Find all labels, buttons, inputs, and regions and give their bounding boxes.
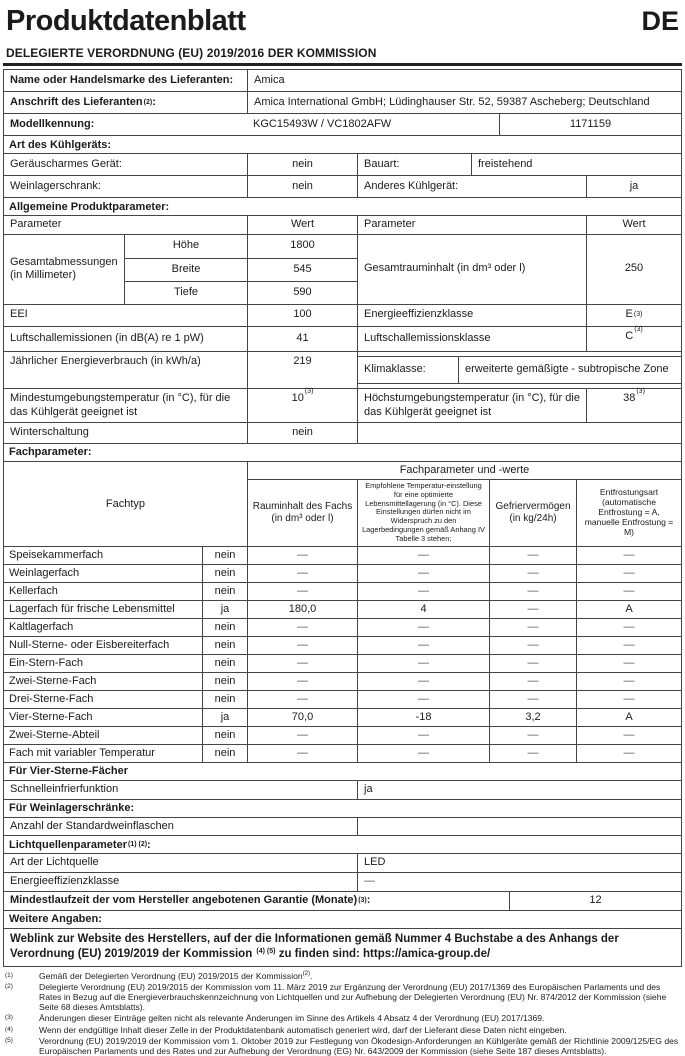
footnote-marker: (1) bbox=[5, 971, 13, 979]
compartment-volume: — bbox=[247, 673, 357, 690]
label: Anzahl der Standardweinflaschen bbox=[10, 819, 174, 832]
footnote-item bbox=[5, 1025, 680, 1035]
col-volume: Rauminhalt des Fachs (in dm³ oder l) bbox=[247, 480, 357, 546]
compartment-temp: — bbox=[357, 745, 489, 762]
model-label: Modellkennung: bbox=[10, 117, 95, 130]
empty-cell bbox=[357, 423, 681, 443]
compartment-name: Drei-Sterne-Fach bbox=[9, 692, 94, 705]
compartment-defrost: — bbox=[576, 637, 681, 654]
compartment-defrost: A bbox=[576, 709, 681, 726]
weblink-row bbox=[4, 929, 681, 967]
compartment-defrost: — bbox=[576, 691, 681, 708]
climate-cell bbox=[357, 352, 681, 388]
label: Mindestumgebungstemperatur (in °C), für die das Kühlgerät geeignet ist bbox=[10, 391, 231, 418]
compartment-present: ja bbox=[202, 709, 247, 726]
footnote-text: Delegierte Verordnung (EU) 2019/2015 der Kommission vom 11. März 2019 zur Ergänzung der Verordnung (EU) 2017/1369 des Europäischen Parlaments und des Rates in Bezug auf die Energieverbrauchskennzeichnung von Lichtquellen und zur Aufhebung der Delegierten Verordnung (EU) Nr. 874/2012 der Kommission (siehe Seite 68 dieses Amtsblatts). bbox=[39, 982, 667, 1013]
compartment-volume: — bbox=[247, 745, 357, 762]
supplier-address-value: Amica International GmbH; Lüdinghauser Str. 52, 59387 Ascheberg; Deutschland bbox=[247, 92, 681, 113]
dim-value: 545 bbox=[247, 258, 357, 281]
compartment-name: Kaltlagerfach bbox=[9, 620, 74, 633]
footnote-text: Wenn der endgültige Inhalt dieser Zelle in der Produktdatenbank automatisch generiert wird, darf der Lieferant diese Daten nicht eingeben. bbox=[39, 1024, 567, 1035]
guarantee-row bbox=[4, 892, 681, 911]
weblink-url: https://amica-group.de/ bbox=[363, 948, 491, 961]
compartment-present: nein bbox=[202, 745, 247, 762]
weblink-text: Weblink zur Website des Herstellers, auf der die Informationen gemäß Nummer 4 Buchstabe a des Anhangs der Verordnung (EU) 2019/2019 der Kommission bbox=[10, 932, 619, 961]
page-title: Produktdatenblatt bbox=[6, 5, 246, 37]
compartment-defrost: — bbox=[576, 673, 681, 690]
compartment-present: nein bbox=[202, 547, 247, 564]
dim-name: Tiefe bbox=[124, 281, 247, 304]
model-row bbox=[4, 114, 681, 136]
compartment-name: Zwei-Sterne-Fach bbox=[9, 674, 97, 687]
climate-label: Klimaklasse: bbox=[364, 362, 426, 375]
value: 38 (3) bbox=[586, 389, 681, 422]
compartment-freeze: 3,2 bbox=[489, 709, 576, 726]
compartment-freeze: — bbox=[489, 583, 576, 600]
volume-label: Gesamtrauminhalt (in dm³ oder l) bbox=[357, 235, 586, 304]
dim-name: Breite bbox=[124, 258, 247, 281]
label: Energieeffizienzklasse bbox=[357, 305, 586, 326]
light-class-row bbox=[4, 873, 681, 892]
footnote-text: Änderungen dieser Einträge gelten nicht als relevante Änderungen im Sinne des Artikels 4 Absatz 4 der Verordnung (EU) 2017/1369. bbox=[39, 1013, 545, 1024]
noise-row bbox=[4, 327, 681, 352]
value: — bbox=[357, 873, 681, 891]
compartment-present: nein bbox=[202, 727, 247, 744]
compartment-name: Zwei-Sterne-Abteil bbox=[9, 728, 100, 741]
compartment-present: nein bbox=[202, 583, 247, 600]
value: nein bbox=[247, 423, 357, 443]
compartment-defrost: — bbox=[576, 565, 681, 582]
value: ja bbox=[586, 176, 681, 197]
compartment-volume: — bbox=[247, 691, 357, 708]
compartment-name: Speisekammerfach bbox=[9, 548, 104, 561]
supplier-name-row bbox=[4, 70, 681, 92]
supplier-address-label: Anschrift des Lieferanten (2) : bbox=[10, 95, 156, 108]
general-header-row bbox=[4, 216, 681, 235]
compartment-defrost: — bbox=[576, 727, 681, 744]
value: 10 (3) bbox=[247, 389, 357, 422]
footnote-marker: (5) bbox=[5, 1036, 13, 1044]
label: Winterschaltung bbox=[10, 425, 89, 438]
footnote-marker: (2) bbox=[5, 983, 13, 991]
weblink-text-2: zu finden sind: bbox=[278, 948, 360, 961]
compartment-present: nein bbox=[202, 673, 247, 690]
label: Jährlicher Energieverbrauch (in kWh/a) bbox=[10, 354, 201, 367]
group-header: Fachparameter und -werte bbox=[247, 462, 681, 480]
value: ja bbox=[357, 781, 681, 799]
compartment-present: nein bbox=[202, 619, 247, 636]
volume-value: 250 bbox=[586, 235, 681, 304]
datasheet-table bbox=[3, 69, 682, 967]
col-parameter: Parameter bbox=[10, 218, 62, 230]
compartment-temp: -18 bbox=[357, 709, 489, 726]
compartment-temp: — bbox=[357, 547, 489, 564]
compartment-name: Fach mit variabler Temperatur bbox=[9, 746, 155, 759]
col-wert: Wert bbox=[586, 216, 681, 234]
compartment-temp: — bbox=[357, 565, 489, 582]
regulation-subtitle: DELEGIERTE VERORDNUNG (EU) 2019/2016 DER KOMMISSION bbox=[3, 46, 682, 66]
compartment-defrost: — bbox=[576, 619, 681, 636]
winter-row bbox=[4, 423, 681, 444]
value: E (3) bbox=[586, 305, 681, 326]
compartment-volume: — bbox=[247, 655, 357, 672]
supplier-name-label: Name oder Handelsmarke des Lieferanten: bbox=[10, 73, 234, 86]
footnote-marker: (3) bbox=[5, 1014, 13, 1022]
compartment-temp: — bbox=[357, 691, 489, 708]
compartment-row bbox=[4, 583, 681, 601]
supplier-name-value: Amica bbox=[247, 70, 681, 91]
climate-value: erweiterte gemäßigte - subtropische Zone bbox=[458, 357, 681, 383]
label: Luftschallemissionen (in dB(A) re 1 pW) bbox=[10, 331, 204, 344]
compartment-volume: 180,0 bbox=[247, 601, 357, 618]
compartment-present: nein bbox=[202, 565, 247, 582]
compartment-defrost: — bbox=[576, 655, 681, 672]
col-defrost: Entfrostungsart (automatische Entfrostung = A, manuelle Entfrostung = M) bbox=[576, 480, 681, 546]
col-parameter: Parameter bbox=[357, 216, 586, 234]
label: Luftschallemissionsklasse bbox=[357, 327, 586, 351]
compartment-freeze: — bbox=[489, 565, 576, 582]
language-badge: DE bbox=[641, 6, 679, 36]
compartment-freeze: — bbox=[489, 655, 576, 672]
compartment-defrost: — bbox=[576, 745, 681, 762]
footnote-marker: (4) bbox=[5, 1025, 13, 1033]
label: Geräuscharmes Gerät: bbox=[10, 157, 122, 170]
guarantee-label: Mindestlaufzeit der vom Hersteller angebotenen Garantie (Monate) (3) : bbox=[10, 894, 371, 906]
compartment-present: nein bbox=[202, 655, 247, 672]
compartment-temp: — bbox=[357, 655, 489, 672]
section-more-heading: Weitere Angaben: bbox=[4, 911, 681, 929]
col-temperature: Empfohlene Temperatur-einstellung für eine optimierte Lebensmittellagerung (in °C). Diese Einstellungen dürfen nicht im Widerspruch zu den Lagerbedingungen gemäß Anhang IV Tabelle 3 stehen; bbox=[357, 480, 489, 546]
dim-name: Höhe bbox=[124, 235, 247, 258]
compartment-present: ja bbox=[202, 601, 247, 618]
footnote-ref: (4) (5) bbox=[256, 947, 276, 955]
compartment-freeze: — bbox=[489, 619, 576, 636]
supplier-address-row bbox=[4, 92, 681, 114]
compartment-row bbox=[4, 673, 681, 691]
compartment-name: Kellerfach bbox=[9, 584, 58, 597]
section-general-heading: Allgemeine Produktparameter: bbox=[4, 198, 681, 216]
footnote-item bbox=[5, 982, 680, 1012]
compartment-volume: — bbox=[247, 619, 357, 636]
compartment-name: Vier-Sterne-Fach bbox=[9, 710, 93, 723]
value: nein bbox=[247, 176, 357, 197]
footnote-ref: (2) bbox=[302, 971, 311, 978]
compartment-freeze: — bbox=[489, 547, 576, 564]
energy-row bbox=[4, 352, 681, 389]
section-type-heading: Art des Kühlgeräts: bbox=[4, 136, 681, 154]
compartment-rows bbox=[4, 547, 681, 763]
section-fourstar-heading: Für Vier-Sterne-Fächer bbox=[4, 763, 681, 781]
compartment-row bbox=[4, 727, 681, 745]
value: freistehend bbox=[471, 154, 681, 175]
wine-bottles-row bbox=[4, 818, 681, 837]
value: 100 bbox=[247, 305, 357, 326]
compartment-name: Ein-Stern-Fach bbox=[9, 656, 83, 669]
value: 41 bbox=[247, 327, 357, 351]
dimensions-label: Gesamtabmessungen (in Millimeter) bbox=[10, 255, 118, 282]
header bbox=[3, 6, 682, 46]
footnote-item bbox=[5, 971, 680, 981]
model-value: KGC15493W / VC1802AFW bbox=[253, 117, 392, 130]
compartment-volume: — bbox=[247, 583, 357, 600]
section-wine-heading: Für Weinlagerschränke: bbox=[4, 800, 681, 818]
compartment-row bbox=[4, 619, 681, 637]
section-compartments-heading: Fachparameter: bbox=[4, 444, 681, 462]
footnote-item bbox=[5, 1013, 680, 1023]
label: Bauart: bbox=[357, 154, 471, 175]
compartment-freeze: — bbox=[489, 691, 576, 708]
fastfreeze-row bbox=[4, 781, 681, 800]
compartment-temp: — bbox=[357, 619, 489, 636]
compartment-row bbox=[4, 547, 681, 565]
compartment-freeze: — bbox=[489, 727, 576, 744]
label: Höchstumgebungstemperatur (in °C), für die das Kühlgerät geeignet ist bbox=[357, 389, 586, 422]
footnotes bbox=[3, 967, 682, 1056]
compartment-temp: — bbox=[357, 673, 489, 690]
label: Anderes Kühlgerät: bbox=[357, 176, 586, 197]
value bbox=[357, 818, 681, 836]
type-row-2 bbox=[4, 176, 681, 198]
value: LED bbox=[357, 854, 681, 872]
light-type-row bbox=[4, 854, 681, 873]
label: Art der Lichtquelle bbox=[10, 856, 99, 869]
section-light-heading: Lichtquellenparameter (1) (2) : bbox=[4, 836, 681, 854]
model-identifier: 1171159 bbox=[499, 114, 681, 135]
compartment-temp: 4 bbox=[357, 601, 489, 618]
value: C (3) bbox=[586, 327, 681, 351]
compartment-row bbox=[4, 655, 681, 673]
label: Weinlagerschrank: bbox=[10, 179, 101, 192]
compartment-freeze: — bbox=[489, 745, 576, 762]
compartment-present: nein bbox=[202, 637, 247, 654]
footnote-text: Gemäß der Delegierten Verordnung (EU) 2019/2015 der Kommission$^{(2)}$. bbox=[39, 970, 313, 981]
eei-row bbox=[4, 305, 681, 327]
compartment-present: nein bbox=[202, 691, 247, 708]
compartment-freeze: — bbox=[489, 637, 576, 654]
compartment-row bbox=[4, 691, 681, 709]
compartment-name: Weinlagerfach bbox=[9, 566, 80, 579]
compartment-volume: — bbox=[247, 637, 357, 654]
compartment-freeze: — bbox=[489, 673, 576, 690]
compartment-volume: — bbox=[247, 727, 357, 744]
compartment-volume: — bbox=[247, 547, 357, 564]
compartment-row bbox=[4, 745, 681, 763]
compartment-row bbox=[4, 565, 681, 583]
value: 219 bbox=[247, 352, 357, 388]
compartment-defrost: A bbox=[576, 601, 681, 618]
label: Energieeffizienzklasse bbox=[10, 875, 120, 888]
compartment-freeze: — bbox=[489, 601, 576, 618]
dim-value: 590 bbox=[247, 281, 357, 304]
compartments-header bbox=[4, 462, 681, 547]
footnote-text: Verordnung (EU) 2019/2019 der Kommission vom 1. Oktober 2019 zur Festlegung von Ökodesign-Anforderungen an Kühlgeräte gemäß der Richtlinie 2009/125/EG des Europäischen Parlaments und des Rates und zur Aufhebung der Verordnung (EG) Nr. 643/2009 der Kommission (siehe Seite 187 dieses Amtsblatts). bbox=[39, 1035, 679, 1056]
type-row-1 bbox=[4, 154, 681, 176]
compartment-volume: 70,0 bbox=[247, 709, 357, 726]
col-wert: Wert bbox=[247, 216, 357, 234]
guarantee-value: 12 bbox=[509, 892, 681, 910]
compartment-row bbox=[4, 709, 681, 727]
label: Schnelleinfrierfunktion bbox=[10, 782, 119, 795]
fachtyp-label: Fachtyp bbox=[105, 497, 146, 510]
compartment-row bbox=[4, 637, 681, 655]
dim-value: 1800 bbox=[247, 235, 357, 258]
compartment-temp: — bbox=[357, 583, 489, 600]
compartment-row bbox=[4, 601, 681, 619]
temperature-row bbox=[4, 389, 681, 423]
compartment-name: Lagerfach für frische Lebensmittel bbox=[9, 602, 175, 615]
col-freezing: Gefriervermögen (in kg/24h) bbox=[489, 480, 576, 546]
label: EEI bbox=[10, 308, 28, 321]
footnote-item bbox=[5, 1036, 680, 1056]
compartment-name: Null-Sterne- oder Eisbereiterfach bbox=[9, 638, 170, 651]
compartment-temp: — bbox=[357, 637, 489, 654]
compartment-defrost: — bbox=[576, 583, 681, 600]
value: nein bbox=[247, 154, 357, 175]
compartment-defrost: — bbox=[576, 547, 681, 564]
compartment-volume: — bbox=[247, 565, 357, 582]
dimensions-block bbox=[4, 235, 681, 305]
compartment-temp: — bbox=[357, 727, 489, 744]
